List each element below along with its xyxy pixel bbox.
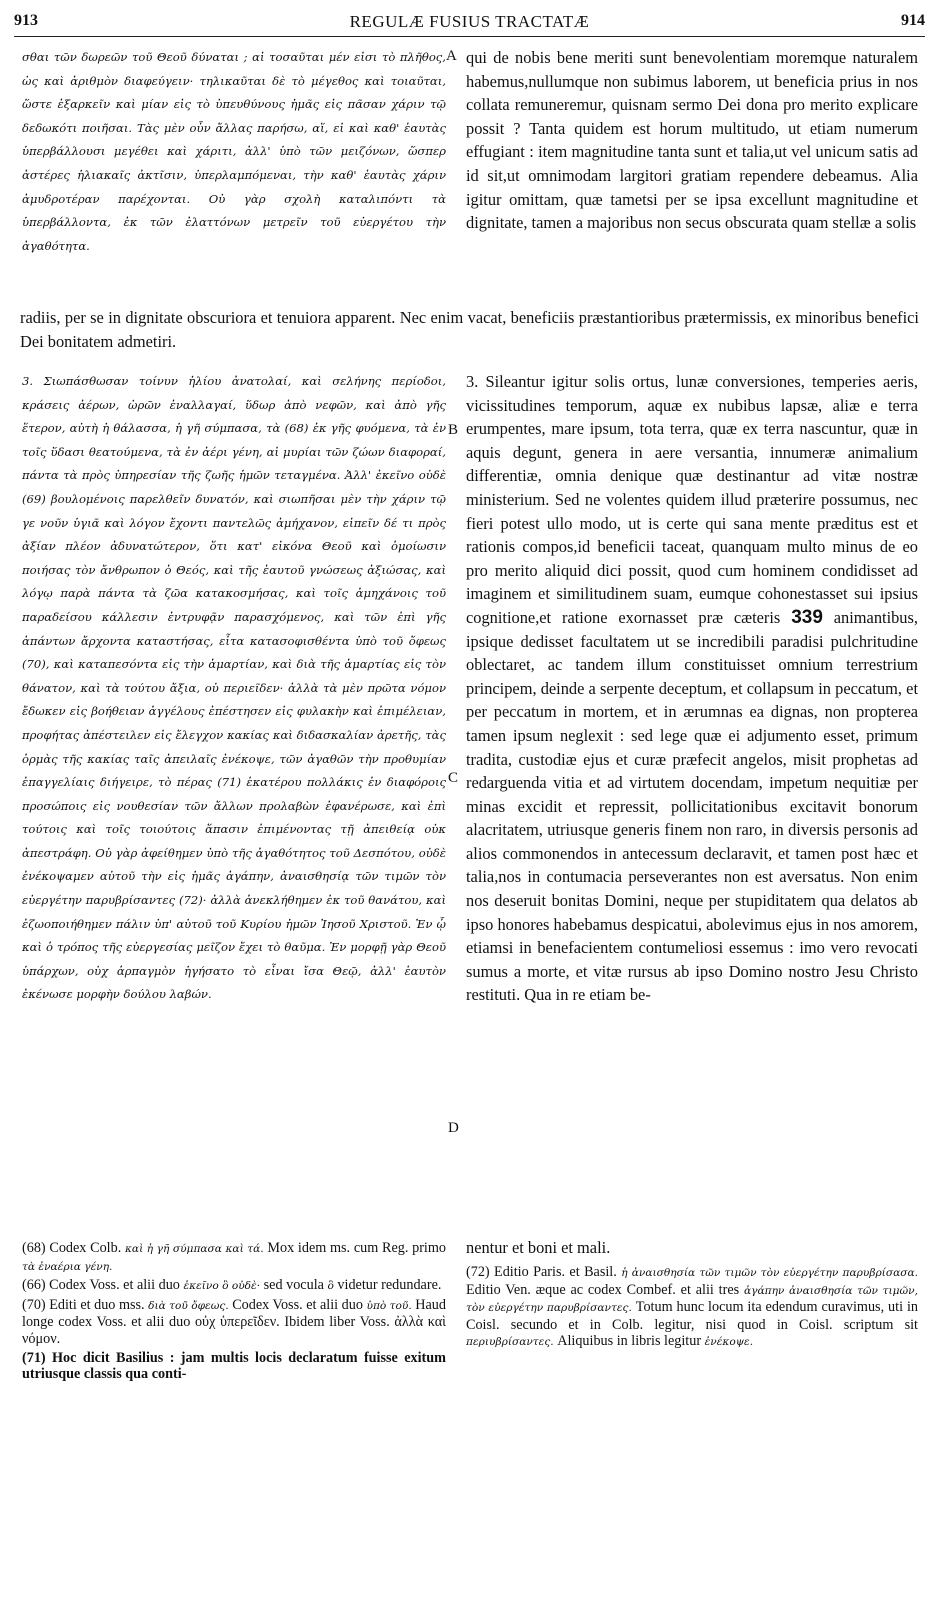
- page-header: [14, 8, 925, 34]
- footnote-66: (66) Codex Voss. et alii duo ἐκεῖνο ὃ οὐδὲ· sed vocula ὃ videtur redundare.: [22, 1277, 442, 1294]
- footnote-72: (72) Editio Paris. et Basil. ἡ ἀναισθησία τῶν τιμῶν τὸν εὐεργέτην παρυβρίσασα. Editio Ven. æque ac codex Combef. et alii tres ἀγάπην ἀναισθησία τῶν τιμῶν, τὸν εὐεργέτην παρυβρίσαντες. Totum hunc locum ita edendum curavimus, uti in Coisl. secundo et in Colb. legitur, nisi quod in Coisl. scriptum sit περιυβρίσαντες. Aliquibus in libris legitur ἐνέκοψε.: [466, 1264, 918, 1350]
- latin-column-main: [466, 370, 918, 1007]
- header-rule: [14, 36, 925, 37]
- footnote-71: (71) Hoc dicit Basilius : jam multis locis declaratum fuisse exitum utriusque classis qua conti-: [22, 1349, 446, 1383]
- footnotes-left: [22, 1240, 446, 1385]
- margin-marker-d: D: [448, 1120, 459, 1136]
- column-number: 339: [791, 606, 823, 628]
- running-title: REGULÆ FUSIUS TRACTATÆ: [349, 12, 590, 31]
- footnote-70: (70) Editi et duo mss. διὰ τοῦ ὄφεως. Codex Voss. et alii duo ὑπὸ τοῦ. Haud longe codex Voss. et alii duo οὐχ ὑπερεῖδεν. Ibidem liber Voss. ἀλλὰ καὶ νόμον.: [22, 1296, 446, 1347]
- margin-marker-b: B: [448, 422, 459, 438]
- greek-column-main: [22, 370, 446, 1007]
- latin-tail-text: nentur et boni et mali.: [466, 1238, 611, 1257]
- footnote-68: (68) Codex Colb. καὶ ἡ γῆ σύμπασα καὶ τά. Mox idem ms. cum Reg. primo τὰ ἐναέρια γένη.: [22, 1240, 446, 1273]
- footnotes-right: [466, 1264, 918, 1353]
- page-number-left: 913: [14, 12, 38, 29]
- margin-marker-a: A: [446, 48, 457, 64]
- latin-continuation-text: radiis, per se in dignitate obscuriora et tenuiora apparent. Nec enim vacat, beneficiis præstantioribus prætermissis, ex minoribus benefici Dei bonitatem admetiri.: [20, 308, 919, 351]
- latin-tail: [466, 1236, 918, 1260]
- latin-continuation: [20, 306, 919, 353]
- greek-paragraph-3: 3. Σιωπάσθωσαν τοίνυν ἡλίου ἀνατολαί, καὶ σελήνης περίοδοι, κράσεις ἀέρων, ὡρῶν ἐναλλαγαί, ὕδωρ ἀπὸ νεφῶν, καὶ ἀπὸ γῆς ἕτερον, αὐτὴ ἡ θάλασσα, ἡ γῆ σύμπασα, τὰ (68) ἐκ γῆς φυόμενα, τὰ ἐν τοῖς ὕδασι θεατούμενα, τὰ ἐν ἀέρι γένη, αἱ μυρίαι τῶν ζώων διαφοραί, πάντα τὰ πρὸς ὑπηρεσίαν τῆς ζωῆς ἡμῶν τεταγμένα. Ἀλλ' ἐκεῖνο οὐδὲ (69) βουλομένοις παρελθεῖν δυνατόν, καὶ σιωπῆσαι μὲν τὴν χάριν τῷ γε νοῦν ὑγιᾶ καὶ λόγον ἔχοντι παντελῶς ἀμήχανον, εἰπεῖν δέ τι πρὸς ἀξίαν πλέον ἀδυνατώτερον, ὅτι κατ' εἰκόνα Θεοῦ καὶ ὁμοίωσιν ποιήσας τὸν ἄνθρωπον ὁ Θεός, καὶ τῆς ἑαυτοῦ γνώσεως ἀξιώσας, καὶ λόγῳ παρὰ πάντα τὰ ζῶα κατακοσμήσας, καὶ τοῖς ἀμηχάνοις τοῦ παραδείσου κάλλεσιν ἐντρυφᾷν παρασχόμενος, καὶ τῶν ἐπὶ γῆς ἁπάντων ἄρχοντα καταστήσας, εἶτα κατασοφισθέντα ὑπὸ τοῦ ὄφεως (70), καὶ καταπεσόντα εἰς τὴν ἁμαρτίαν, καὶ διὰ τῆς ἁμαρτίας εἰς τὸν θάνατον, καὶ τὰ τούτου ἄξια, οὐ περιεῖδεν· ἀλλὰ τὰ μὲν πρῶτα νόμον ἔδωκεν εἰς βοήθειαν ἀγγέλους ἐπέστησεν εἰς φυλακὴν καὶ ἐπιμέλειαν, προφήτας ἀπέστειλεν εἰς ἔλεγχον κακίας καὶ διδασκαλίαν ἀρετῆς, τὰς ὁρμὰς τῆς κακίας ταῖς ἀπειλαῖς ἐνέκοψε, τῶν ἀγαθῶν τὴν προθυμίαν ἐπαγγελίαις διήγειρε, τὸ πέρας (71) ἑκατέρου πολλάκις ἐν διαφόροις προσώποις εἰς νουθεσίαν τῶν ἄλλων προλαβὼν ἐφανέρωσε, καὶ ἐπὶ τούτοις καὶ τοῖς τοιούτοις ἅπασιν ἐπιμένοντας τῇ ἀπειθείᾳ οὐκ ἀπεστράφη. Οὐ γὰρ ἀφείθημεν ὑπὸ τῆς ἀγαθότητος τοῦ Δεσπότου, οὐδὲ ἐνέκοψαμεν αὐτοῦ τὴν εἰς ἡμᾶς ἀγάπην, ἀναισθησίᾳ τῶν τιμῶν τὸν εὐεργέτην παρυβρίσαντες (72)· ἀλλὰ ἀνεκλήθημεν ἐκ τοῦ θανάτου, καὶ ἐζωοποιήθημεν πάλιν ὑπ' αὐτοῦ τοῦ Κυρίου ἡμῶν Ἰησοῦ Χριστοῦ. Ἐν ᾧ καὶ ὁ τρόπος τῆς εὐεργεσίας μεῖζον ἔχει τὸ θαῦμα. Ἐν μορφῇ γὰρ Θεοῦ ὑπάρχων, οὐχ ἁρπαγμὸν ἡγήσατο τὸ εἶναι ἴσα Θεῷ, ἀλλ' ἑαυτὸν ἐκένωσε μορφὴν δούλου λαβών.: [22, 374, 446, 1002]
- margin-marker-c: C: [448, 770, 459, 786]
- page-number-right: 914: [901, 12, 925, 29]
- latin-paragraph: qui de nobis bene meriti sunt benevolentiam moremque naturalem habemus,nullumque non subimus laborem, ut beneficia prius in nos collata remuneremur, quisnam sermo Dei dona pro merito explicare possit ? Tanta quidem est horum multitudo, ut etiam numerum effugiant : item magnitudine tanta sunt et talia,ut vel unicum satis ad id sit,ut omnimodam largitori gratiam rependere debeamus. Alia igitur omittam, quæ tametsi per se ipsa excellunt magnitudine et dignitate, tamen a majoribus non secus obscurata quam stellæ a solis: [466, 48, 918, 233]
- latin-text-a: 3. Sileantur igitur solis ortus, lunæ conversiones, temperies aeris, vicissitudines temporum, aquæ ex nubibus lapsæ, aliæ e terra erumpentes, mare ipsum, tota terra, quæ ex terra nascuntur, quæ in aquis degunt, genera in aere versantia, innumeræ animalium differentiæ, omnia denique quæ destinantur ad vitæ nostræ ministerium. Sed ne volentes quidem illud præterire possumus, nec fieri potest ullo modo, ut is certe qui sana mente præditus est et rationis compos,id beneficii taceat, quanquam multo minus de eo pro merito aliquid dici possit, quod cum hominem condidisset ad imaginem et similitudinem suam, eumque cohonestasset sui ipsius cognitione,et ratione exornasset præ cæteris: [466, 372, 918, 627]
- latin-paragraph-3: [466, 370, 918, 1007]
- latin-text-b: animantibus, ipsique dedisset facultatem ut se incredibili paradisi pulchritudine oblectaret, ac tandem illum constituisset omnium terrestrium principem, deinde a serpente deceptum, et collapsum in peccatum, et per peccatum in mortem, et in ærumnas ea dignas, non propterea tamen ipsum neglexit : sed lege quæ ei adjumento esset, primum tradita, custodiæ ejus et curæ præfecit angelos, misit prophetas ad redarguenda vitia et ad virtutem docendam, impetum nequitiæ per minas excidit et repressit, pollicitationibus excitavit bonorum alacritatem, utriusque generis finem non raro, in diversis personis ad alios commonendos in antecessum declaravit, et tamen post hæc et talia,nos in contumacia perseverantes non est aversatus. Non enim nos deseruit bonitas Domini, neque per stupiditatem qua delatos ab ipso honores habebamus despicatui, abolevimus ejus in nos amorem, etiamsi in benefacientem contumeliosi essemus : imo vero revocati sumus a morte, et vitæ rursus ab ipso Domino nostro Jesu Christo restituti. Qua in re etiam be-: [466, 607, 918, 1005]
- latin-column-top: [466, 46, 918, 235]
- greek-paragraph: σθαι τῶν δωρεῶν τοῦ Θεοῦ δύναται ; αἱ τοσαῦται μέν εἰσι τὸ πλῆθος, ὡς καὶ ἀριθμὸν διαφεύγειν· τηλικαῦται δὲ τὸ μέγεθος καὶ τοιαῦται, ὥστε ἐξαρκεῖν καὶ μίαν εἰς τὸ ὑπευθύνους ἡμᾶς εἰς πᾶσαν χάριν τῷ δεδωκότι ποιῆσαι. Τὰς μὲν οὖν ἄλλας παρήσω, αἵ, εἰ καὶ καθ' ἑαυτὰς ὑπερβάλλουσι μεγέθει καὶ χάριτι, ἀλλ' ὑπὸ τῶν μειζόνων, ὥσπερ ἀστέρες ἡλιακαῖς ἀκτῖσιν, ὑπερλαμπόμεναι, τὴν καθ' ἑαυτὰς χάριν ἀμυδροτέραν παρέχονται. Οὐ γὰρ σχολὴ καταλιπόντι τὰ ὑπερβάλλοντα, ἐκ τῶν ἐλαττόνων μετρεῖν τοῦ εὐεργέτου τὴν ἀγαθότητα.: [22, 50, 446, 253]
- greek-column-top: [22, 46, 446, 258]
